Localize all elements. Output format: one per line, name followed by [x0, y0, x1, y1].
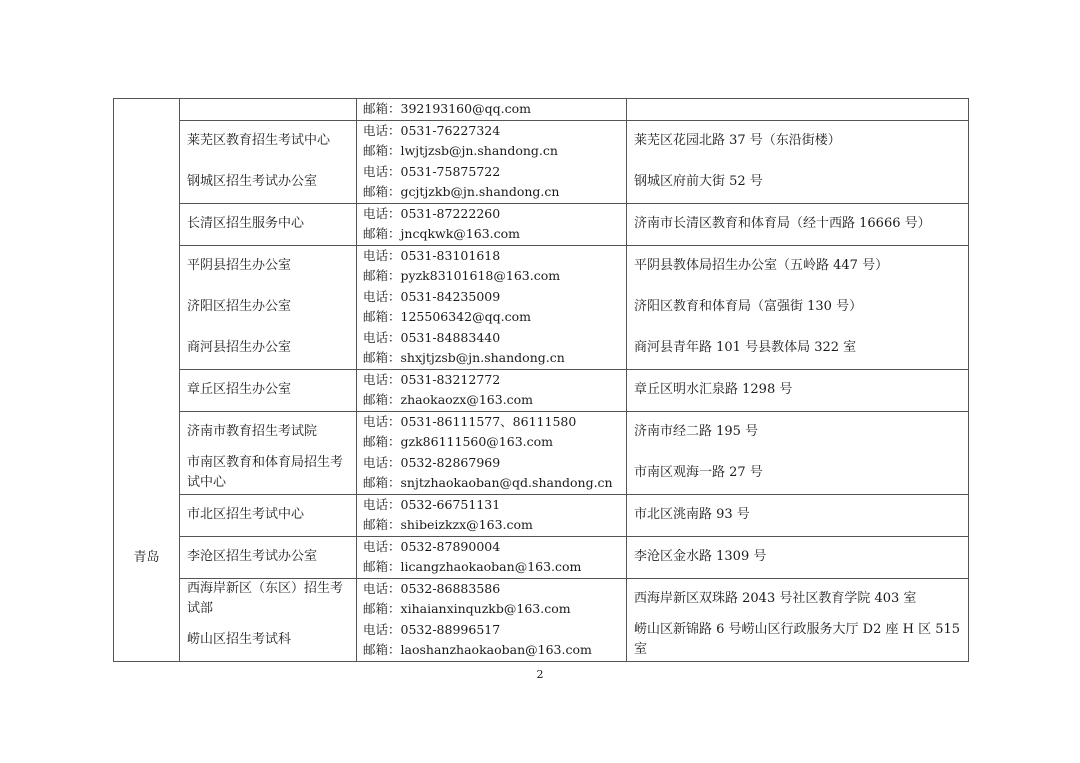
contact-label: 邮箱：	[363, 226, 401, 241]
address-text: 钢城区府前大街 52 号	[634, 174, 763, 189]
phone-value: 0531-76227324	[400, 122, 501, 138]
org-name: 李沧区招生考试办公室	[187, 549, 318, 564]
email-value: gcjtjzkb@jn.shandong.cn	[400, 184, 560, 199]
email-value: shxjtjzsb@jn.shandong.cn	[400, 350, 565, 365]
address-text: 市北区洮南路 93 号	[634, 507, 750, 522]
address-cell	[627, 411, 969, 494]
contact-label: 电话：	[363, 329, 401, 345]
contact-label: 电话：	[363, 580, 401, 596]
email-value: 392193160@qq.com	[400, 101, 531, 116]
email-value: shibeizkzx@163.com	[400, 517, 533, 532]
contact-label: 邮箱：	[363, 268, 401, 283]
contact-label: 电话：	[363, 163, 401, 179]
address-text: 章丘区明水汇泉路 1298 号	[634, 382, 793, 397]
phone-value: 0531-84235009	[400, 288, 501, 304]
phone-value: 0531-86111577、86111580	[400, 413, 577, 429]
address-text: 崂山区新锦路 6 号崂山区行政服务大厅 D2 座 H 区 515 室	[634, 622, 961, 657]
contact-label: 邮箱：	[363, 601, 401, 616]
address-text: 平阴县教体局招生办公室（五岭路 447 号）	[634, 258, 889, 273]
address-text: 济南市经二路 195 号	[634, 424, 759, 439]
address-cell	[627, 99, 969, 121]
contact-label: 邮箱：	[363, 184, 401, 199]
phone-value: 0531-87222260	[400, 205, 501, 221]
org-cell	[180, 578, 357, 661]
table-row	[114, 245, 969, 369]
email-value: zhaokaozx@163.com	[400, 392, 534, 407]
address-cell	[627, 494, 969, 536]
contact-label: 邮箱：	[363, 642, 401, 657]
email-value: gzk86111560@163.com	[400, 434, 554, 449]
org-cell	[180, 536, 357, 578]
phone-value: 0532-86883586	[400, 580, 501, 596]
phone-value: 0532-88996517	[400, 621, 501, 637]
org-cell	[180, 411, 357, 494]
org-cell	[180, 369, 357, 411]
contact-label: 邮箱：	[363, 475, 401, 490]
contact-label: 邮箱：	[363, 517, 401, 532]
address-text: 济阳区教育和体育局（富强街 130 号）	[634, 299, 863, 314]
org-name: 钢城区招生考试办公室	[187, 174, 318, 189]
contact-cell	[357, 411, 627, 494]
org-cell	[180, 203, 357, 245]
contact-label: 电话：	[363, 371, 401, 387]
table-row	[114, 369, 969, 411]
org-cell	[180, 494, 357, 536]
phone-value: 0531-84883440	[400, 329, 501, 345]
address-cell	[627, 120, 969, 203]
org-cell	[180, 245, 357, 369]
address-text: 济南市长清区教育和体育局（经十西路 16666 号）	[634, 216, 931, 231]
contact-label: 电话：	[363, 621, 401, 637]
phone-value: 0531-83212772	[400, 371, 501, 387]
contact-label: 电话：	[363, 496, 401, 512]
table-row	[114, 536, 969, 578]
address-text: 莱芜区花园北路 37 号（东沿街楼）	[634, 133, 841, 148]
address-text: 西海岸新区双珠路 2043 号社区教育学院 403 室	[634, 591, 917, 606]
email-value: 125506342@qq.com	[400, 309, 531, 324]
org-name: 莱芜区教育招生考试中心	[187, 133, 331, 148]
address-text: 商河县青年路 101 号县教体局 322 室	[634, 340, 857, 355]
city-cell: 青岛	[114, 99, 180, 662]
contact-cell	[357, 536, 627, 578]
contact-label: 邮箱：	[363, 434, 401, 449]
contact-label: 邮箱：	[363, 143, 401, 158]
contact-label: 电话：	[363, 247, 401, 263]
email-value: jncqkwk@163.com	[400, 226, 521, 241]
contact-label: 邮箱：	[363, 392, 401, 407]
address-cell	[627, 203, 969, 245]
contact-cell	[357, 203, 627, 245]
org-name: 济南市教育招生考试院	[187, 424, 318, 439]
org-name: 济阳区招生办公室	[187, 299, 292, 314]
phone-value: 0532-82867969	[400, 454, 501, 470]
org-name: 平阴县招生办公室	[187, 258, 292, 273]
contact-label: 电话：	[363, 288, 401, 304]
phone-value: 0532-87890004	[400, 538, 501, 554]
email-value: laoshanzhaokaoban@163.com	[400, 642, 592, 657]
org-name: 市北区招生考试中心	[187, 507, 305, 522]
table-row	[114, 203, 969, 245]
address-cell	[627, 369, 969, 411]
phone-value: 0531-83101618	[400, 247, 501, 263]
contact-cell	[357, 494, 627, 536]
address-cell	[627, 536, 969, 578]
contact-label: 电话：	[363, 413, 401, 429]
contact-label: 邮箱：	[363, 559, 401, 574]
address-text: 市南区观海一路 27 号	[634, 465, 763, 480]
contact-cell	[357, 245, 627, 369]
org-name: 长清区招生服务中心	[187, 216, 305, 231]
contact-label: 电话：	[363, 205, 401, 221]
org-name: 章丘区招生办公室	[187, 382, 292, 397]
page-number: 2	[536, 668, 544, 681]
contact-label: 电话：	[363, 538, 401, 554]
contact-cell	[357, 578, 627, 661]
table-row	[114, 578, 969, 661]
contact-label: 邮箱：	[363, 309, 401, 324]
address-cell	[627, 245, 969, 369]
org-cell	[180, 99, 357, 121]
contact-table	[113, 98, 969, 662]
address-cell	[627, 578, 969, 661]
contact-cell	[357, 369, 627, 411]
table-row	[114, 120, 969, 203]
org-cell	[180, 120, 357, 203]
address-text: 李沧区金水路 1309 号	[634, 549, 767, 564]
table-row	[114, 99, 969, 121]
contact-cell	[357, 120, 627, 203]
contact-label: 邮箱：	[363, 101, 401, 116]
table-row	[114, 411, 969, 494]
email-value: lwjtjzsb@jn.shandong.cn	[400, 143, 558, 158]
contact-label: 电话：	[363, 454, 401, 470]
table-row	[114, 494, 969, 536]
email-value: licangzhaokaoban@163.com	[400, 559, 582, 574]
phone-value: 0531-75875722	[400, 163, 501, 179]
org-name: 崂山区招生考试科	[187, 632, 292, 647]
contact-label: 电话：	[363, 122, 401, 138]
email-value: snjtzhaokaoban@qd.shandong.cn	[400, 475, 613, 490]
org-name: 市南区教育和体育局招生考试中心	[187, 455, 344, 490]
org-name: 西海岸新区（东区）招生考试部	[187, 581, 344, 616]
email-value: xihaianxinquzkb@163.com	[400, 601, 571, 616]
org-name: 商河县招生办公室	[187, 340, 292, 355]
phone-value: 0532-66751131	[400, 496, 501, 512]
email-value: pyzk83101618@163.com	[400, 268, 561, 283]
contact-cell	[357, 99, 627, 121]
contact-label: 邮箱：	[363, 350, 401, 365]
